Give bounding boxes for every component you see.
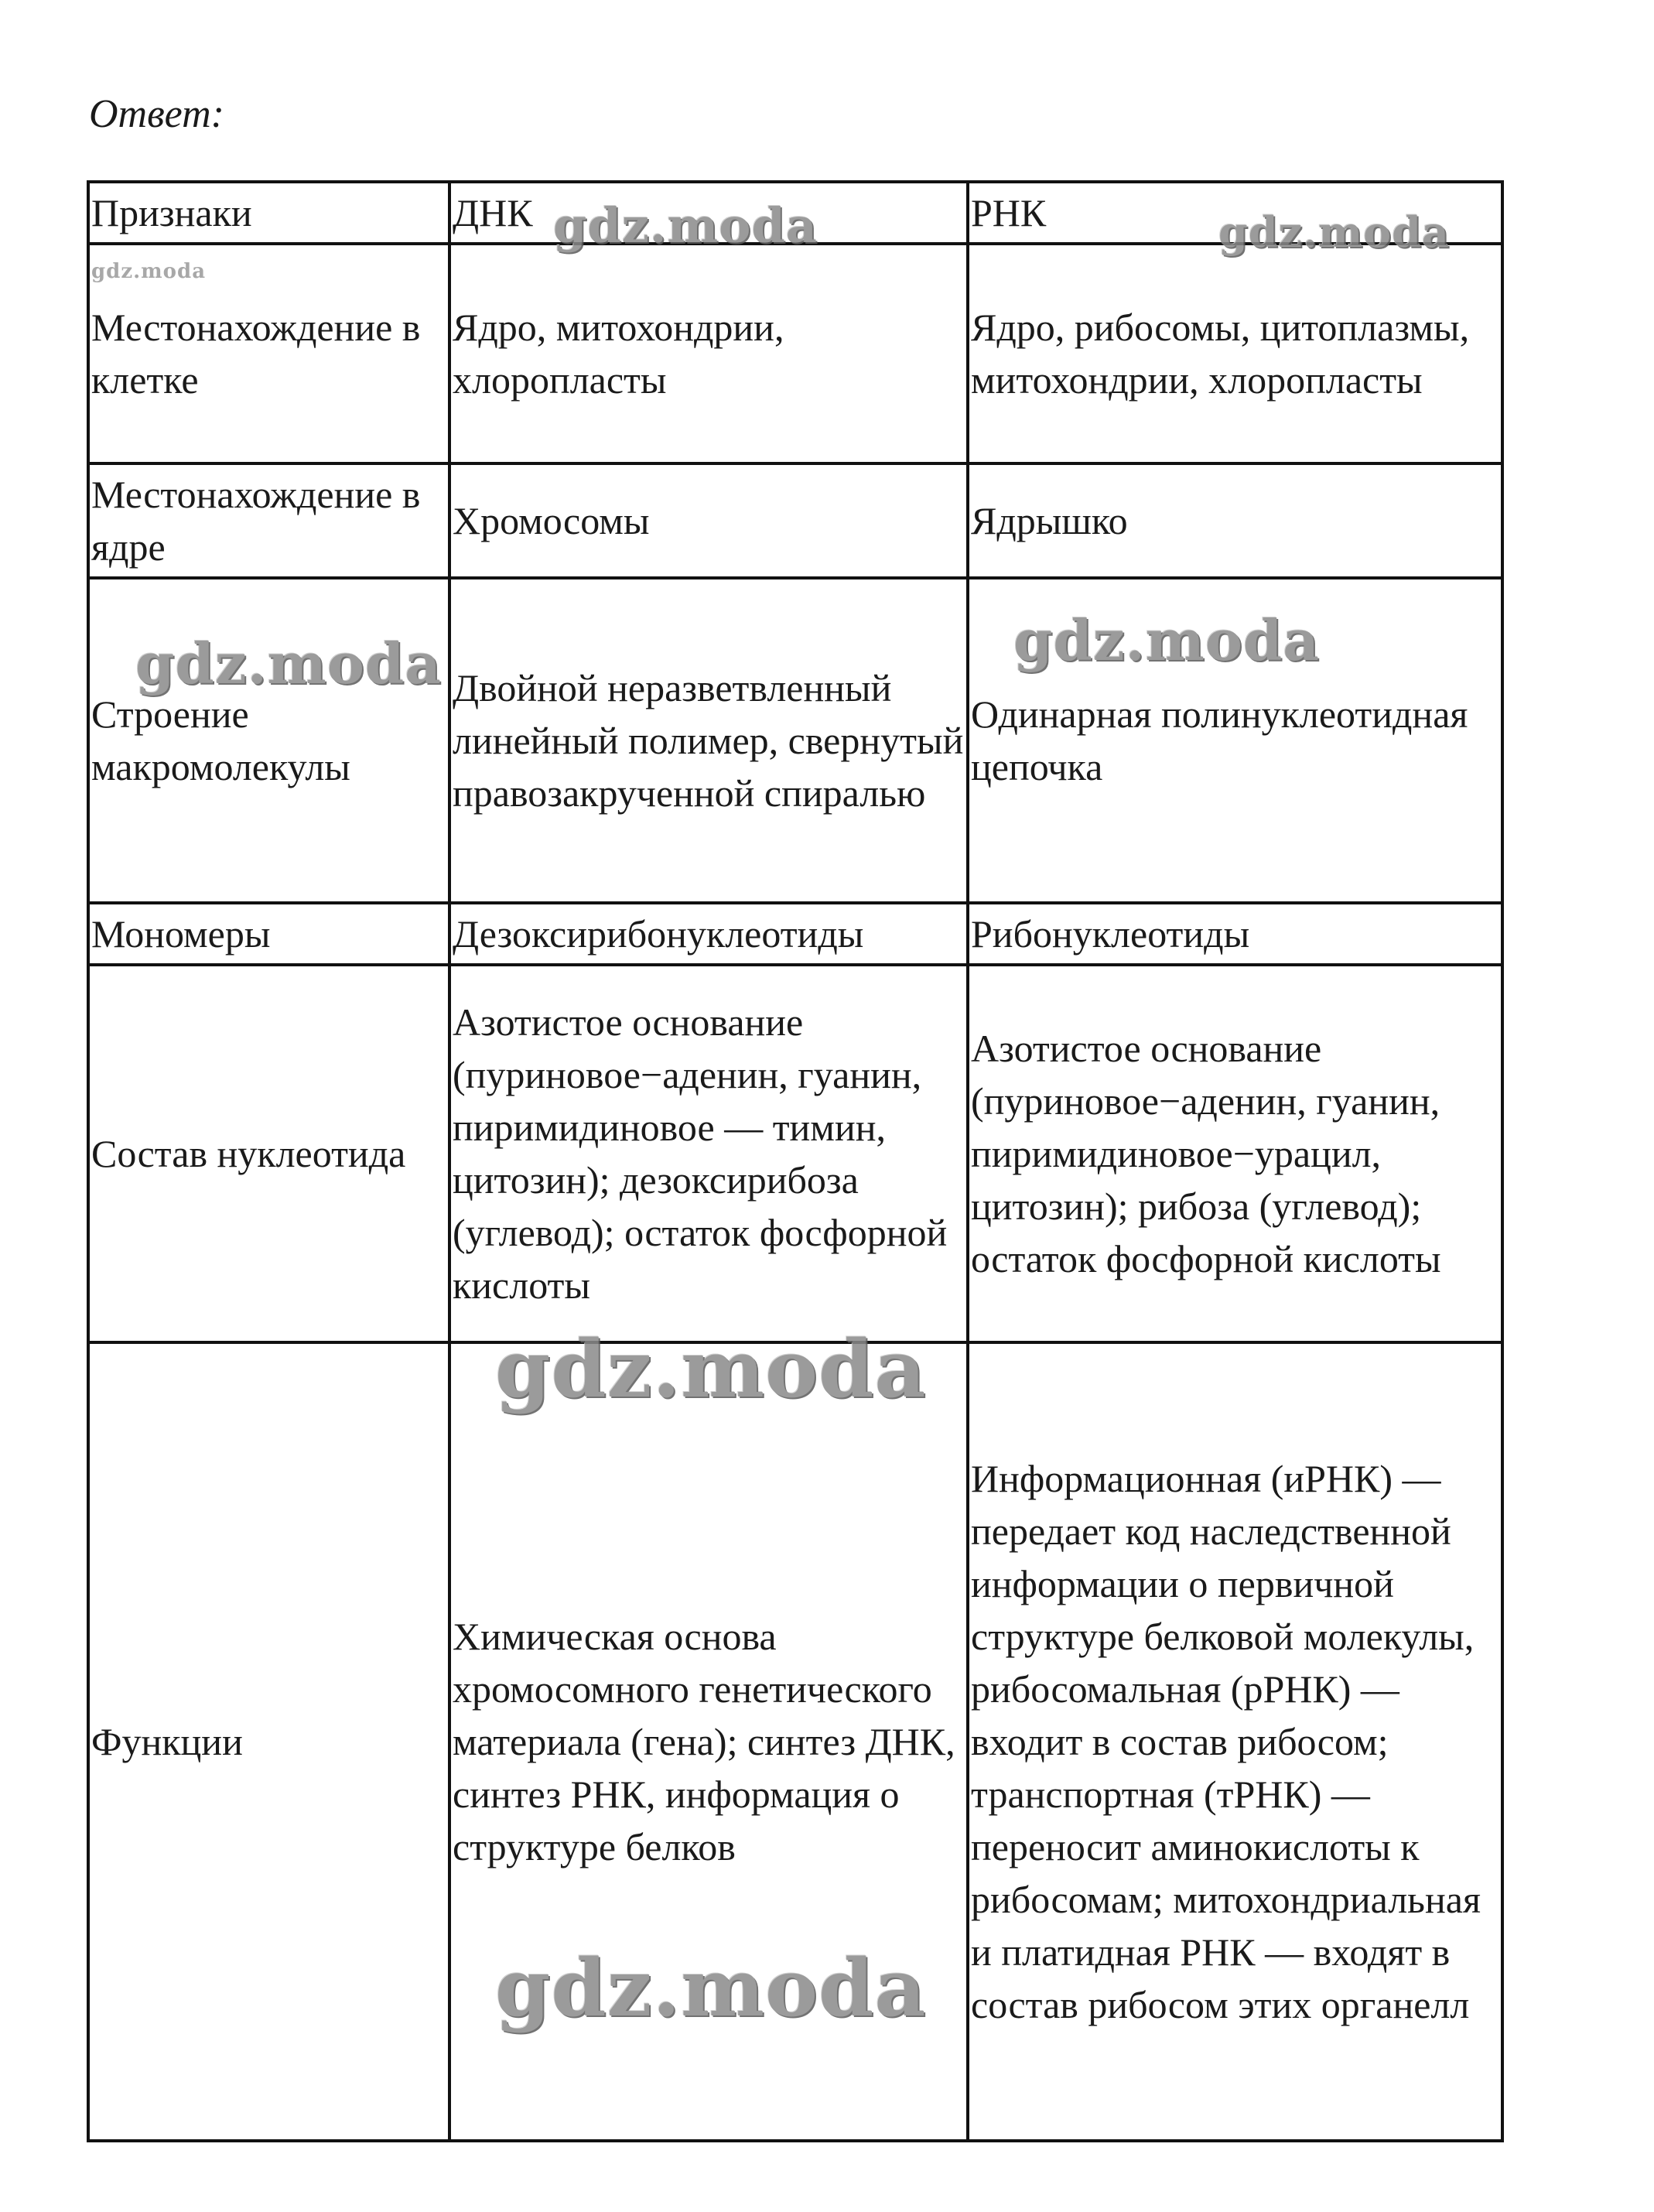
watermark: gdz.moda: [1013, 607, 1320, 673]
row-rna: Азотистое основание (пуриновое−аденин, гуанин, пиримидиновое−урацил, цитозин); рибоза (углевод); остаток фосфорной кислоты: [968, 965, 1502, 1342]
watermark: gdz.moda: [495, 1942, 927, 2035]
row-feature: Мономеры: [88, 903, 449, 965]
row-rna: Ядрышко: [968, 463, 1502, 578]
row-rna: Ядро, рибосомы, цитоплазмы, митохондрии, хлоропласты: [968, 244, 1502, 463]
row-dna: Двойной неразветвленный линейный полимер, свернутый правозакрученной спиралью: [449, 578, 968, 903]
row-rna: Рибонуклеотиды: [968, 903, 1502, 965]
row-dna: Дезоксирибонуклеотиды: [449, 903, 968, 965]
answer-label: Ответ:: [89, 92, 224, 136]
table-row: [88, 244, 1502, 463]
header-dna: ДНК: [449, 182, 968, 244]
watermark: gdz.moda: [91, 260, 207, 283]
row-feature: Состав нуклеотида: [88, 965, 449, 1342]
watermark: gdz.moda: [495, 1323, 927, 1416]
comparison-table: [87, 180, 1504, 2142]
table-row: [88, 903, 1502, 965]
row-dna: Ядро, митохондрии, хлоропласты: [449, 244, 968, 463]
row-dna: Азотистое основание (пуриновое−аденин, гуанин, пиримидиновое — тимин, цитозин); дезоксирибоза (углевод); остаток фосфорной кислоты: [449, 965, 968, 1342]
row-feature: Строение макромолекулы: [88, 578, 449, 903]
watermark: gdz.moda: [1218, 207, 1450, 257]
watermark: gdz.moda: [553, 197, 818, 254]
row-feature: Местонахождение в ядре: [88, 463, 449, 578]
header-rna: РНК: [968, 182, 1502, 244]
table-header-row: [88, 182, 1502, 244]
table-row: [88, 578, 1502, 903]
header-features: Признаки: [88, 182, 449, 244]
table-row: [88, 1342, 1502, 2141]
table-row: [88, 463, 1502, 578]
row-feature: Местонахождение в клетке: [88, 244, 449, 463]
row-rna: Информационная (иРНК) — передает код наследственной информации о первичной структуре белковой молекулы, рибосомальная (рРНК) — входит в состав рибосом; транспортная (тРНК) — переносит аминокислоты к рибосомам; митохондриальная и платидная РНК — входят в состав рибосом этих органелл: [968, 1342, 1502, 2141]
row-dna: Химическая основа хромосомного генетического материала (гена); синтез ДНК, синтез РНК, информация о структуре белков: [449, 1342, 968, 2141]
table-row: [88, 965, 1502, 1342]
watermark: gdz.moda: [135, 631, 442, 696]
row-dna: Хромосомы: [449, 463, 968, 578]
row-feature: Функции: [88, 1342, 449, 2141]
row-rna: Одинарная полинуклеотидная цепочка: [968, 578, 1502, 903]
